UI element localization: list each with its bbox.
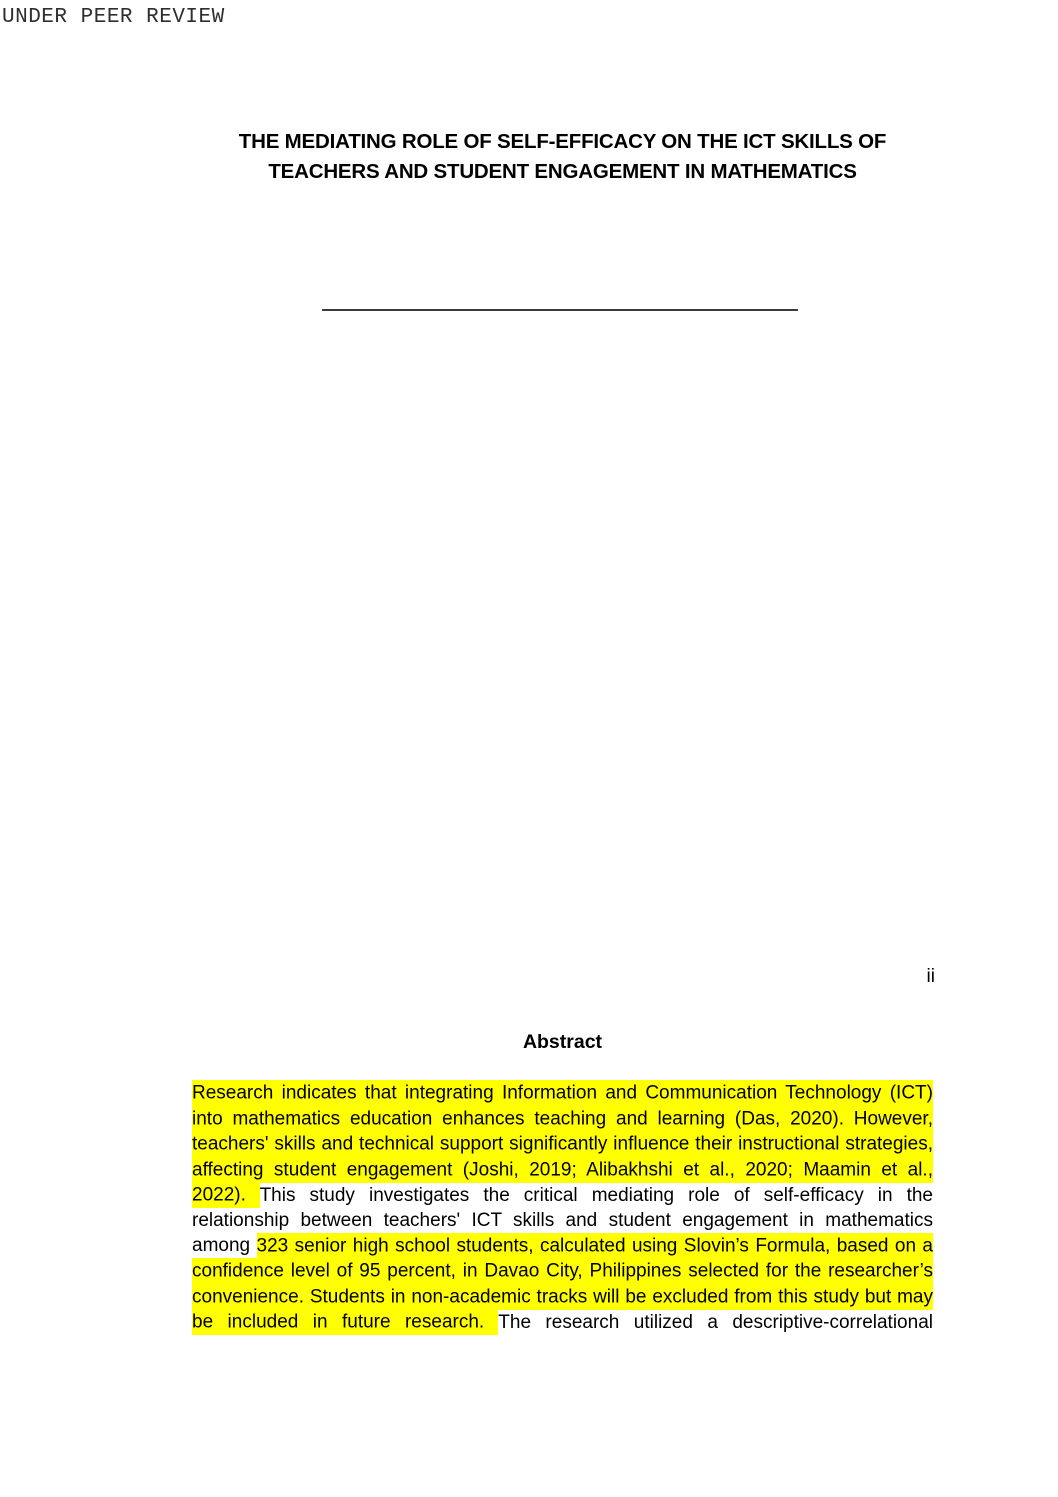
highlighted-text-run: 323 senior high school students, calculated using Slovin’s Formula, based on a confidence level of 95 percent, in Davao City, Philippines selected for the researcher’s convenience. Students in non-academic tracks will be excluded from this study but may be included in future research. [192, 1233, 933, 1335]
plain-text-run: The research utilized a descriptive-correlational [498, 1311, 933, 1333]
highlighted-text-run: Research indicates that integrating Information and Communication Technology (ICT) into mathematics education enhances teaching and learning (Das, 2020). However, teachers' skills and technical support significantly influence their instructional strategies, affecting student engagement (Joshi, 2019; Alibakhshi et al., 2020; Maamin et al., 2022). [192, 1080, 933, 1208]
document-title [192, 127, 933, 187]
page-number: ii [926, 966, 935, 987]
plain-text-run: This study investigates the critical mediating role of self-efficacy in the relationship between teachers' ICT skills and student engagement in mathematics among [192, 1184, 933, 1257]
abstract-heading: Abstract [522, 1031, 603, 1053]
peer-review-watermark: UNDER PEER REVIEW [2, 6, 225, 29]
document-title-line1: THE MEDIATING ROLE OF SELF-EFFICACY ON THE ICT SKILLS OF [238, 130, 887, 153]
document-title-line2: TEACHERS AND STUDENT ENGAGEMENT IN MATHEMATICS [268, 160, 857, 183]
abstract-paragraph [192, 1081, 933, 1335]
horizontal-divider [322, 309, 798, 311]
